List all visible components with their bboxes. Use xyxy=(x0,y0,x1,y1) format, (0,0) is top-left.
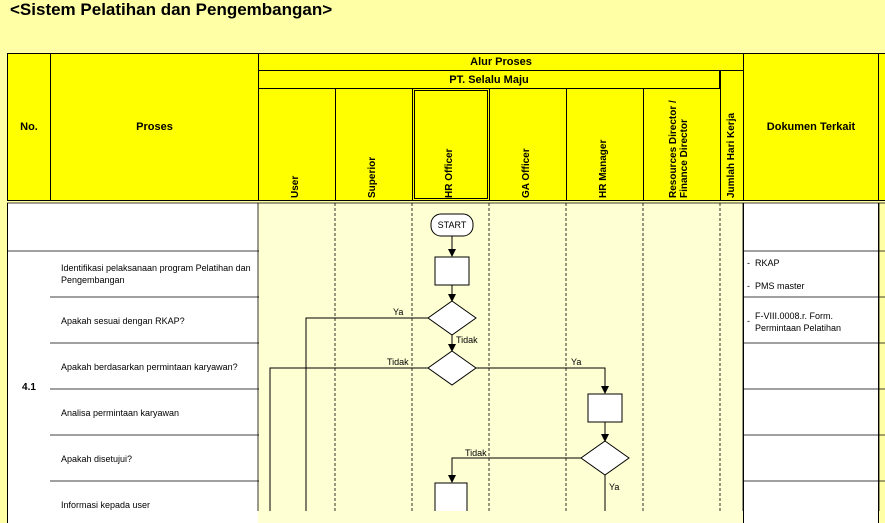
process-row-5: Apakah disetujui? xyxy=(61,454,133,464)
lane-label-superior: Superior xyxy=(367,156,378,198)
decision-rkap xyxy=(428,301,476,335)
process-row-4: Analisa permintaan karyawan xyxy=(61,408,180,418)
lane-label-hr-officer: HR Officer xyxy=(444,148,455,198)
header-company: PT. Selalu Maju xyxy=(258,70,720,89)
label-ya-disetujui: Ya xyxy=(609,482,620,492)
header-alur-proses: Alur Proses xyxy=(258,53,744,71)
process-row-1: Identifikasi pelaksanaan program Pelatihan dan Pengembangan xyxy=(61,263,251,285)
process-row-3: Apakah berdasarkan permintaan karyawan? xyxy=(61,362,238,372)
start-label: START xyxy=(437,220,467,230)
section-number: 4.1 xyxy=(22,382,36,393)
label-ya-permintaan: Ya xyxy=(571,357,582,367)
lane-label-ga-officer: GA Officer xyxy=(521,148,532,198)
document-item-2: PMS master xyxy=(755,281,805,291)
process-box-informasi xyxy=(435,483,467,511)
document-item-3: F-VIII.0008.r. Form. Permintaan Pelatihan xyxy=(755,311,842,333)
lane-label-director: Resources Director / Finance Director xyxy=(668,100,690,198)
document-bullet-2: - xyxy=(747,281,750,291)
header-no: No. xyxy=(7,53,51,201)
label-tidak-rkap: Tidak xyxy=(456,335,478,345)
header-proses: Proses xyxy=(50,53,259,201)
process-row-6: Informasi kepada user xyxy=(61,500,151,510)
document-item-1: RKAP xyxy=(755,258,780,268)
header-dokumen: Dokumen Terkait xyxy=(743,53,879,201)
lane-label-user: User xyxy=(290,175,301,198)
document-bullet-1: - xyxy=(747,258,750,268)
page-title: <Sistem Pelatihan dan Pengembangan> xyxy=(10,0,333,19)
decision-disetujui xyxy=(581,441,629,475)
header-jumlah-label: Jumlah Hari Kerja xyxy=(726,112,737,198)
label-ya-rkap: Ya xyxy=(393,307,404,317)
label-tidak-disetujui: Tidak xyxy=(465,448,487,458)
process-box-analisa xyxy=(588,394,622,422)
decision-permintaan xyxy=(428,351,476,385)
process-row-2: Apakah sesuai dengan RKAP? xyxy=(61,316,185,326)
document-bullet-3: - xyxy=(747,316,750,326)
label-tidak-permintaan: Tidak xyxy=(387,357,409,367)
process-box-identifikasi xyxy=(435,257,469,285)
lane-label-hr-manager: HR Manager xyxy=(598,139,609,198)
